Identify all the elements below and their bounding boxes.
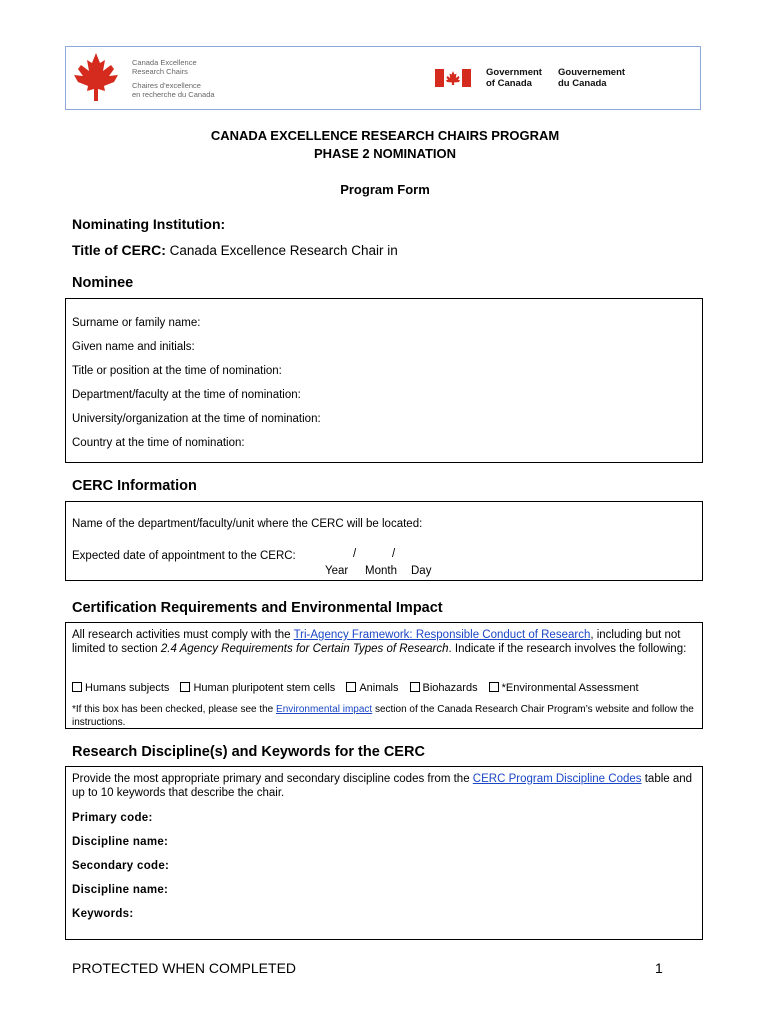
goc-en-line: of Canada <box>486 78 532 89</box>
cerc-logo-en-line: Research Chairs <box>132 67 188 76</box>
department-field[interactable]: Department/faculty at the time of nomination: <box>72 389 301 401</box>
environmental-impact-link[interactable]: Environmental impact <box>276 704 373 715</box>
checkbox-icon[interactable] <box>410 682 420 692</box>
certification-box <box>65 622 703 729</box>
nominating-institution-label: Nominating Institution: <box>72 216 226 232</box>
certification-intro <box>72 628 694 656</box>
checkbox-label: Biohazards <box>422 682 478 694</box>
university-field[interactable]: University/organization at the time of nomination: <box>72 413 321 425</box>
certification-intro-text: All research activities must comply with the <box>72 629 294 641</box>
program-title: CANADA EXCELLENCE RESEARCH CHAIRS PROGRAM <box>210 128 560 143</box>
environmental-note <box>72 703 694 729</box>
form-name: Program Form <box>340 182 430 197</box>
date-separator: / <box>353 548 357 560</box>
position-field[interactable]: Title or position at the time of nomination: <box>72 365 282 377</box>
discipline-intro <box>72 772 694 800</box>
surname-field[interactable]: Surname or family name: <box>72 317 201 329</box>
certification-intro-text: , including but not limited to section <box>72 629 681 655</box>
certification-checkboxes <box>72 681 694 695</box>
date-year-label[interactable]: Year <box>325 565 349 577</box>
checkbox-label: Animals <box>359 682 399 694</box>
goc-fr-line: Gouvernement <box>558 67 626 78</box>
discipline-intro-text: Provide the most appropriate primary and secondary discipline codes from the <box>72 773 473 785</box>
stem-cells-option[interactable] <box>180 682 335 694</box>
checkbox-label: Humans subjects <box>85 682 170 694</box>
keywords-field[interactable]: Keywords: <box>72 908 134 920</box>
cerc-logo-en-line: Canada Excellence <box>132 58 197 67</box>
discipline-heading: Research Discipline(s) and Keywords for the CERC <box>72 744 425 760</box>
goc-english-text <box>486 67 542 89</box>
discipline-box <box>65 766 703 940</box>
cerc-title-line <box>72 242 398 258</box>
environmental-note-text: *If this box has been checked, please see the <box>72 704 277 715</box>
phase-title: PHASE 2 NOMINATION <box>313 146 457 161</box>
tri-agency-framework-link[interactable]: Tri-Agency Framework: Responsible Conduct of Research <box>293 629 591 641</box>
protected-footer: PROTECTED WHEN COMPLETED <box>72 960 297 976</box>
page-number: 1 <box>655 960 663 976</box>
nominee-box <box>65 298 703 463</box>
cerc-logo-fr-line: Chaires d'excellence <box>132 81 201 90</box>
primary-discipline-name-field[interactable]: Discipline name: <box>72 836 169 848</box>
secondary-discipline-name-field[interactable]: Discipline name: <box>72 884 169 896</box>
date-day-label[interactable]: Day <box>411 565 432 577</box>
date-month-label[interactable]: Month <box>365 565 397 577</box>
environmental-assessment-option[interactable] <box>489 682 639 694</box>
animals-option[interactable] <box>346 682 398 694</box>
cerc-logo-fr-line: en recherche du Canada <box>132 90 215 99</box>
cerc-information-heading: CERC Information <box>72 478 197 494</box>
cerc-logo-text <box>132 58 215 99</box>
cerc-title-value: Canada Excellence Research Chair in <box>169 243 398 258</box>
given-name-field[interactable]: Given name and initials: <box>72 341 195 353</box>
cerc-title-label: Title of CERC: <box>72 242 166 258</box>
discipline-intro-text: table and up to 10 keywords that describe the chair. <box>72 773 693 799</box>
checkbox-icon[interactable] <box>346 682 356 692</box>
date-separator: / <box>392 548 396 560</box>
checkbox-icon[interactable] <box>180 682 190 692</box>
canada-flag-icon <box>435 69 471 87</box>
goc-fr-line: du Canada <box>558 78 607 89</box>
section-reference: 2.4 Agency Requirements for Certain Types of Research <box>160 643 449 655</box>
appointment-date-label: Expected date of appointment to the CERC: <box>72 550 296 562</box>
discipline-codes-link[interactable]: CERC Program Discipline Codes <box>472 773 642 785</box>
country-field[interactable]: Country at the time of nomination: <box>72 437 245 449</box>
cerc-department-field[interactable]: Name of the department/faculty/unit where the CERC will be located: <box>72 518 423 530</box>
checkbox-icon[interactable] <box>72 682 82 692</box>
cerc-logo <box>74 51 224 105</box>
goc-french-text <box>558 67 625 89</box>
maple-leaf-logo-icon <box>74 51 124 103</box>
goc-en-line: Government <box>486 67 542 78</box>
checkbox-icon[interactable] <box>489 682 499 692</box>
biohazards-option[interactable] <box>410 682 478 694</box>
certification-heading: Certification Requirements and Environmental Impact <box>72 600 443 616</box>
humans-subjects-option[interactable] <box>72 682 169 694</box>
nominee-heading: Nominee <box>72 275 134 291</box>
environmental-note-text: section of the Canada Research Chair Program’s website and follow the instructions. <box>72 704 694 728</box>
certification-intro-text: . Indicate if the research involves the following: <box>448 643 687 655</box>
primary-code-field[interactable]: Primary code: <box>72 812 153 824</box>
header-banner <box>65 46 701 110</box>
checkbox-label: Human pluripotent stem cells <box>193 682 336 694</box>
secondary-code-field[interactable]: Secondary code: <box>72 860 170 872</box>
checkbox-label: *Environmental Assessment <box>501 682 639 694</box>
cerc-information-box <box>65 501 703 581</box>
